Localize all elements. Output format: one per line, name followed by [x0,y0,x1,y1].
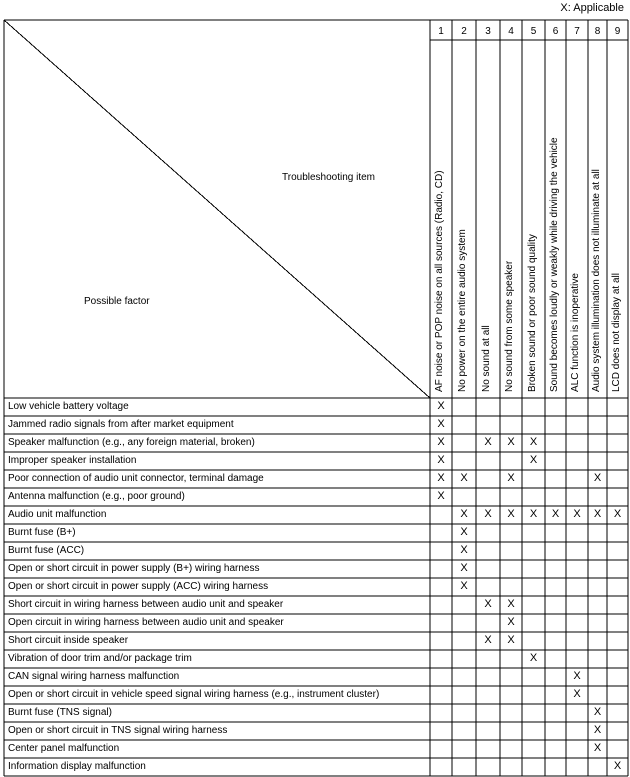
applicable-mark: X [437,454,445,466]
factor-cell: Vibration of door trim and/or package trim [8,653,192,664]
applicable-mark: X [507,436,515,448]
applicable-mark: X [507,508,515,520]
factor-cell: Burnt fuse (ACC) [8,545,85,556]
factor-cell: Open circuit in wiring harness between audio unit and speaker [8,617,284,628]
applicable-mark: X [551,508,560,520]
column-number: 2 [461,26,467,37]
factor-cell: Short circuit in wiring harness between audio unit and speaker [8,599,284,610]
applicable-mark: X [437,418,445,430]
column-header: Sound becomes loudly or weakly while driving the vehicle [548,137,560,392]
applicable-mark: X [437,436,445,448]
column-number: 6 [552,26,559,37]
applicable-mark: X [460,472,468,484]
applicable-mark: X [484,598,492,610]
factor-cell: Speaker malfunction (e.g., any foreign material, broken) [8,437,255,448]
factor-cell: Short circuit inside speaker [8,635,129,646]
applicable-mark: X [484,436,492,448]
factor-cell: Burnt fuse (TNS signal) [8,707,112,718]
column-number: 7 [574,26,580,37]
applicable-mark: X [507,634,515,646]
applicable-mark: X [460,580,468,592]
applicable-mark: X [529,508,538,520]
applicable-mark: X [437,400,445,412]
applicable-mark: X [460,526,468,538]
applicable-mark: X [529,454,538,466]
factor-cell: Open or short circuit in vehicle speed signal wiring harness (e.g., instrument cluster) [8,689,380,700]
applicable-mark: X [437,490,445,502]
column-header: No sound at all [481,325,492,392]
applicable-mark: X [507,598,515,610]
column-number: 3 [485,26,491,37]
header-diagonal [4,20,430,398]
applicable-mark: X [460,544,468,556]
column-number: 5 [530,26,537,37]
factor-cell: Open or short circuit in power supply (ACC) wiring harness [8,581,269,592]
applicable-mark: X [593,472,602,484]
column-number: 1 [438,26,444,37]
factor-cell: Low vehicle battery voltage [8,401,129,412]
column-header: No power on the entire audio system [457,229,468,392]
column-header: No sound from some speaker [504,260,515,392]
applicable-mark: X [437,472,445,484]
column-header: AF noise or POP noise on all sources (Radio, CD) [434,170,445,392]
applicable-mark: X [484,634,492,646]
applicable-mark: X [593,508,602,520]
legend: X: Applicable [560,2,624,14]
factor-cell: Improper speaker installation [8,455,137,466]
column-header: LCD does not display at all [610,273,622,392]
factor-cell: Open or short circuit in power supply (B+) wiring harness [8,563,260,574]
column-header: Audio system illumination does not illuminate at all [590,169,602,392]
applicable-mark: X [593,742,602,754]
possible-factor-label: Possible factor [84,296,150,307]
applicable-mark: X [460,508,468,520]
applicable-mark: X [573,688,581,700]
factor-cell: Open or short circuit in TNS signal wiring harness [8,725,228,736]
applicable-mark: X [613,508,622,520]
applicable-mark: X [529,436,538,448]
column-header: Broken sound or poor sound quality [526,234,538,392]
factor-cell: Burnt fuse (B+) [8,527,76,538]
column-header: ALC function is inoperative [570,273,581,392]
factor-cell: Jammed radio signals from after market equipment [8,419,234,430]
applicable-mark: X [593,706,602,718]
factor-cell: Center panel malfunction [8,743,120,754]
applicable-mark: X [460,562,468,574]
column-number: 9 [614,26,621,37]
applicable-mark: X [507,472,515,484]
applicable-mark: X [484,508,492,520]
factor-cell: Antenna malfunction (e.g., poor ground) [8,491,185,502]
factor-cell: CAN signal wiring harness malfunction [8,671,180,682]
applicable-mark: X [573,508,581,520]
applicable-mark: X [613,760,622,772]
applicable-mark: X [529,652,538,664]
factor-cell: Poor connection of audio unit connector, terminal damage [8,473,264,484]
factor-cell: Audio unit malfunction [8,509,107,520]
troubleshooting-item-label: Troubleshooting item [282,172,376,183]
column-number: 8 [594,26,601,37]
applicable-mark: X [593,724,602,736]
applicable-mark: X [573,670,581,682]
factor-cell: Information display malfunction [8,761,146,772]
column-number: 4 [508,26,514,37]
applicable-mark: X [507,616,515,628]
